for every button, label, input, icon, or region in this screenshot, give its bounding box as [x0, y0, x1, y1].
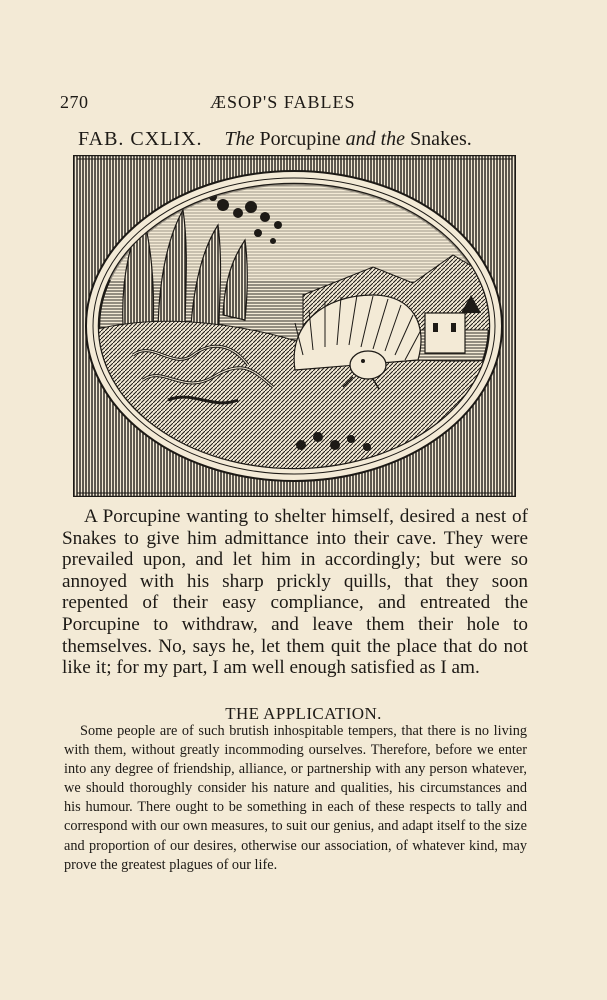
fable-title-porcupine: Porcupine [259, 128, 341, 150]
book-title: ÆSOP'S FABLES [210, 92, 356, 112]
fable-title-and-the: and the [345, 128, 406, 150]
story-paragraph: A Porcupine wanting to shelter himself, desired a nest of Snakes to give him admittance into their cave. They were prevailed upon, and let him in accordingly; but were so annoyed with his sharp prickly quills, that they soon repented of their easy compliance, and entreated the Porcupine to withdraw, and leave them their hole to themselves. No, says he, let them quit the place that do not like it; for my part, I am well enough satisfied as I am. [62, 506, 528, 679]
fable-title-snakes: Snakes. [410, 128, 472, 150]
fable-title-the: The [224, 128, 255, 150]
page-number: 270 [60, 92, 89, 112]
application-heading: THE APPLICATION. [225, 704, 382, 723]
running-head [60, 92, 550, 114]
woodcut-porcupine-snakes-icon [73, 155, 516, 497]
application-paragraph: Some people are of such brutish inhospitable tempers, that there is no living with them, without greatly incommoding ourselves. Therefore, before we enter into any degree of friendship, alliance, or partnership with any person whatever, we should thoroughly consider his nature and qualities, his circumstances and his humour. There ought to be something in each of these respects to tally and correspond with our own measures, to suit our genius, and adapt itself to the size and proportion of our desires, otherwise our association, of whatever kind, may prove the greatest plagues of our life. [64, 723, 527, 873]
application-text [64, 722, 527, 875]
fable-story [62, 506, 528, 679]
fable-title [78, 128, 538, 151]
fable-number: FAB. CXLIX. [78, 128, 203, 150]
